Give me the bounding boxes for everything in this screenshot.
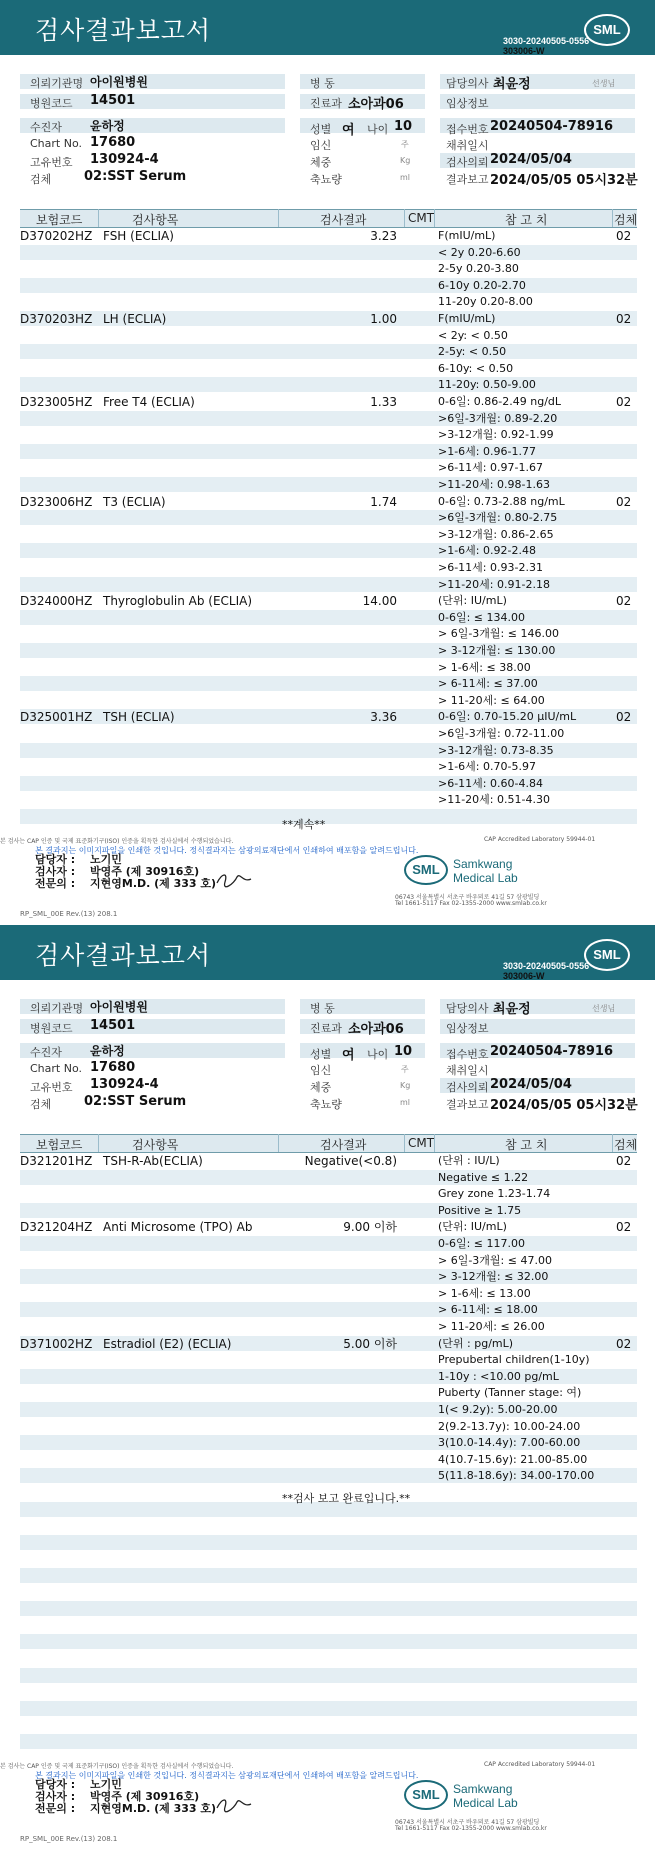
urine-label: 축뇨량 bbox=[310, 1098, 342, 1111]
doc-number: 3030-20240505-0556 bbox=[503, 36, 590, 46]
test-name: Free T4 (ECLIA) bbox=[103, 395, 195, 409]
test-code: D321204HZ bbox=[20, 1220, 93, 1235]
lab-name-1: Samkwang bbox=[453, 1782, 513, 1796]
test-name: Thyroglobulin Ab (ECLIA) bbox=[103, 594, 253, 609]
divider bbox=[434, 209, 435, 227]
test-name: TSH-R-Ab(ECLIA) bbox=[103, 1154, 203, 1168]
print-notice: 본 결과지는 이미지파일을 인쇄한 것입니다. 정식결과지는 삼광의료재단에서 인쇄하여 배포함을 알려드립니다. bbox=[35, 1771, 419, 1780]
chart-value: 17680 bbox=[90, 1060, 136, 1075]
test-specimen: 02 bbox=[616, 1336, 632, 1351]
reference-range-line: (단위 : pg/mL) bbox=[438, 1336, 514, 1350]
form-id: RP_SML_00E Rev.(13) 208.1 bbox=[20, 1835, 118, 1843]
lab-phone: Tel 1661-5117 Fax 02-1355-2000 www.smlab.co.kr bbox=[395, 1825, 547, 1832]
row-stripe bbox=[20, 1535, 637, 1550]
chart-label: Chart No. bbox=[30, 137, 82, 150]
sex-label: 성별 bbox=[310, 123, 332, 136]
row-stripe bbox=[20, 278, 637, 293]
col-item: 검사항목 bbox=[132, 1138, 179, 1152]
reference-range-line: > 6-11세: ≤ 37.00 bbox=[438, 677, 538, 691]
footer-fineprint: 본 검사는 CAP 인증 및 국제 표준화기구(ISO) 인증을 획득한 검사실에서 수행되었습니다. bbox=[0, 838, 234, 845]
specimen-label: 검체 bbox=[30, 173, 52, 186]
sex-value: 여 bbox=[342, 1048, 355, 1063]
weight-unit: Kg bbox=[400, 156, 411, 165]
reference-range-line: > 1-6세: ≤ 13.00 bbox=[438, 1286, 531, 1300]
reference-range-line: >6일-3개월: 0.80-2.75 bbox=[438, 511, 558, 525]
row-stripe bbox=[20, 344, 637, 359]
row-stripe bbox=[20, 1170, 637, 1185]
specimen-value: 02:SST Serum bbox=[84, 1094, 187, 1109]
test-result: 1.33 bbox=[370, 395, 397, 409]
age-label: 나이 bbox=[367, 123, 389, 136]
reference-range-line: >1-6세: 0.70-5.97 bbox=[438, 760, 536, 774]
receipt-label: 접수번호 bbox=[446, 123, 489, 136]
chart-label: Chart No. bbox=[30, 1062, 82, 1075]
doctor-label: 담당의사 bbox=[446, 1002, 489, 1015]
divider bbox=[98, 1134, 99, 1152]
hosp-code-value: 14501 bbox=[90, 93, 136, 108]
receipt-value: 20240504-78916 bbox=[490, 119, 613, 134]
hosp-code-value: 14501 bbox=[90, 1018, 136, 1033]
test-specimen: 02 bbox=[616, 1154, 632, 1168]
divider bbox=[434, 1134, 435, 1152]
preg-label: 임신 bbox=[310, 139, 332, 152]
row-stripe bbox=[20, 245, 637, 260]
results-table-header bbox=[20, 209, 637, 228]
unique-value: 130924-4 bbox=[90, 152, 159, 167]
doctor-label: 담당의사 bbox=[446, 77, 489, 90]
sml-logo: SML bbox=[584, 14, 630, 46]
test-code: D324000HZ bbox=[20, 594, 93, 609]
request-label: 검사의뢰 bbox=[446, 1081, 489, 1094]
tester-value: 박영주 (제 30916호) bbox=[90, 865, 200, 878]
urine-unit: ml bbox=[400, 1098, 411, 1107]
reference-range-line: 0-6일: 0.86-2.49 ng/dL bbox=[438, 395, 562, 408]
test-specimen: 02 bbox=[616, 312, 632, 326]
reference-range-line: 0-6일: 0.70-15.20 μIU/mL bbox=[438, 710, 577, 724]
row-stripe bbox=[20, 1601, 637, 1616]
divider bbox=[612, 209, 613, 227]
clinical-label: 임상정보 bbox=[446, 97, 489, 110]
test-result: 3.23 bbox=[370, 229, 397, 243]
reporter-label: 담당자 : bbox=[35, 853, 76, 866]
lab-name-2: Medical Lab bbox=[453, 871, 518, 885]
specialist-label: 전문의 : bbox=[35, 1802, 76, 1815]
divider bbox=[278, 209, 279, 227]
row-stripe bbox=[20, 1701, 637, 1716]
clinical-label: 임상정보 bbox=[446, 1022, 489, 1035]
report-label: 결과보고 bbox=[446, 173, 489, 186]
continued-marker: **계속** bbox=[282, 818, 326, 831]
doctor-value: 최윤정 bbox=[493, 1002, 531, 1017]
reference-range-line: >11-20세: 0.91-2.18 bbox=[438, 577, 550, 591]
sml-logo: SML bbox=[584, 939, 630, 971]
report-title: 검사결과보고서 bbox=[35, 17, 212, 45]
test-specimen: 02 bbox=[616, 710, 632, 725]
reference-range-line: (단위 : IU/L) bbox=[438, 1154, 500, 1167]
row-stripe bbox=[20, 776, 637, 791]
reference-range-line: 0-6일: ≤ 134.00 bbox=[438, 610, 525, 624]
footer-fineprint: 본 검사는 CAP 인증 및 국제 표준화기구(ISO) 인증을 획득한 검사실에서 수행되었습니다. bbox=[0, 1763, 234, 1770]
col-result: 검사결과 bbox=[320, 213, 367, 227]
unique-label: 고유번호 bbox=[30, 156, 73, 169]
reference-range-line: > 6일-3개월: ≤ 47.00 bbox=[438, 1253, 552, 1267]
row-stripe bbox=[20, 1302, 637, 1317]
test-name: TSH (ECLIA) bbox=[103, 710, 175, 725]
results-table-header bbox=[20, 1134, 637, 1153]
reference-range-line: 4(10.7-15.6y): 21.00-85.00 bbox=[438, 1452, 588, 1466]
col-code: 보험코드 bbox=[36, 1138, 83, 1152]
row-stripe bbox=[20, 1668, 637, 1683]
test-specimen: 02 bbox=[616, 494, 632, 509]
age-value: 10 bbox=[394, 119, 413, 134]
reference-range-line: 2-5y 0.20-3.80 bbox=[438, 262, 519, 276]
doc-number-sub: 303006-W bbox=[503, 971, 545, 981]
divider bbox=[404, 209, 405, 227]
signature-image bbox=[214, 1793, 254, 1815]
doc-number: 3030-20240505-0556 bbox=[503, 961, 590, 971]
sex-value: 여 bbox=[342, 123, 355, 138]
row-stripe bbox=[20, 809, 637, 824]
doctor-suffix: 선생님 bbox=[592, 79, 616, 88]
signature-image bbox=[214, 868, 254, 890]
dept-label: 진료과 bbox=[310, 97, 342, 110]
row-stripe bbox=[20, 1203, 637, 1218]
test-name: FSH (ECLIA) bbox=[103, 229, 174, 243]
urine-label: 축뇨량 bbox=[310, 173, 342, 186]
patient-value: 윤하정 bbox=[90, 1044, 125, 1058]
reference-range-line: >6-11세: 0.60-4.84 bbox=[438, 776, 543, 790]
lab-logo: SML bbox=[404, 855, 448, 885]
reference-range-line: >3-12개월: 0.92-1.99 bbox=[438, 428, 554, 442]
test-code: D371002HZ bbox=[20, 1336, 93, 1351]
reporter-value: 노기민 bbox=[90, 853, 122, 866]
test-code: D323005HZ bbox=[20, 395, 93, 409]
reference-range-line: 2(9.2-13.7y): 10.00-24.00 bbox=[438, 1419, 581, 1433]
age-value: 10 bbox=[394, 1044, 413, 1059]
dept-value: 소아과06 bbox=[348, 97, 404, 112]
reference-range-line: 1(< 9.2y): 5.00-20.00 bbox=[438, 1403, 558, 1416]
reference-range-line: 11-20y 0.20-8.00 bbox=[438, 295, 533, 309]
specialist-value: 지현영M.D. (제 333 호) bbox=[90, 1802, 217, 1815]
cap-accreditation: CAP Accredited Laboratory 59944-01 bbox=[484, 1761, 596, 1768]
specimen-label: 검체 bbox=[30, 1098, 52, 1111]
preg-label: 임신 bbox=[310, 1064, 332, 1077]
reference-range-line: 5(11.8-18.6y): 34.00-170.00 bbox=[438, 1469, 595, 1483]
test-result: 9.00 이하 bbox=[343, 1220, 397, 1235]
reference-range-line: > 11-20세: ≤ 64.00 bbox=[438, 693, 545, 707]
reference-range-line: Grey zone 1.23-1.74 bbox=[438, 1187, 551, 1201]
ward-label: 병 동 bbox=[310, 77, 335, 90]
unique-value: 130924-4 bbox=[90, 1077, 159, 1092]
unique-label: 고유번호 bbox=[30, 1081, 73, 1094]
lab-name-2: Medical Lab bbox=[453, 1796, 518, 1810]
report-title: 검사결과보고서 bbox=[35, 942, 212, 970]
row-stripe bbox=[20, 377, 637, 392]
doc-number-sub: 303006-W bbox=[503, 46, 545, 56]
row-stripe bbox=[20, 1236, 637, 1251]
reference-range-line: 11-20y: 0.50-9.00 bbox=[438, 378, 536, 392]
test-code: D370202HZ bbox=[20, 229, 93, 243]
test-specimen: 02 bbox=[616, 594, 632, 609]
collect-label: 채취일시 bbox=[446, 1064, 489, 1077]
reference-range-line: >6일-3개월: 0.89-2.20 bbox=[438, 411, 558, 425]
reference-range-line: Puberty (Tanner stage: 여) bbox=[438, 1386, 582, 1400]
weight-unit: Kg bbox=[400, 1081, 411, 1090]
dept-value: 소아과06 bbox=[348, 1022, 404, 1037]
col-code: 보험코드 bbox=[36, 213, 83, 227]
weight-label: 체중 bbox=[310, 156, 332, 169]
divider bbox=[404, 1134, 405, 1152]
test-code: D325001HZ bbox=[20, 710, 93, 725]
test-result: Negative(<0.8) bbox=[304, 1154, 397, 1168]
reference-range-line: > 6일-3개월: ≤ 146.00 bbox=[438, 627, 559, 641]
reference-range-line: (단위: IU/mL) bbox=[438, 1220, 507, 1234]
lab-logo: SML bbox=[404, 1780, 448, 1810]
org-label: 의뢰기관명 bbox=[30, 77, 84, 90]
divider bbox=[278, 1134, 279, 1152]
reference-range-line: 0-6일: ≤ 117.00 bbox=[438, 1237, 525, 1250]
cap-accreditation: CAP Accredited Laboratory 59944-01 bbox=[484, 836, 596, 843]
col-result: 검사결과 bbox=[320, 1138, 367, 1152]
report-label: 결과보고 bbox=[446, 1098, 489, 1111]
request-label: 검사의뢰 bbox=[446, 156, 489, 169]
reporter-value: 노기민 bbox=[90, 1778, 122, 1791]
reference-range-line: > 6-11세: ≤ 18.00 bbox=[438, 1303, 538, 1317]
lab-name-1: Samkwang bbox=[453, 857, 513, 871]
reporter-label: 담당자 : bbox=[35, 1778, 76, 1791]
test-code: D370203HZ bbox=[20, 312, 93, 326]
tester-label: 검사자 : bbox=[35, 865, 76, 878]
specialist-value: 지현영M.D. (제 333 호) bbox=[90, 877, 217, 890]
reference-range-line: > 3-12개월: ≤ 32.00 bbox=[438, 1270, 549, 1284]
org-label: 의뢰기관명 bbox=[30, 1002, 84, 1015]
receipt-value: 20240504-78916 bbox=[490, 1044, 613, 1059]
test-specimen: 02 bbox=[616, 229, 632, 243]
hosp-code-label: 병원코드 bbox=[30, 1022, 73, 1035]
tester-value: 박영주 (제 30916호) bbox=[90, 1790, 200, 1803]
test-result: 3.36 bbox=[370, 710, 397, 725]
test-specimen: 02 bbox=[616, 1220, 632, 1235]
reference-range-line: >11-20세: 0.51-4.30 bbox=[438, 793, 550, 807]
row-stripe bbox=[20, 1734, 637, 1749]
preg-unit: 주 bbox=[401, 140, 409, 149]
reference-range-line: Positive ≥ 1.75 bbox=[438, 1203, 522, 1217]
org-value: 아이원병원 bbox=[90, 75, 148, 89]
request-value: 2024/05/04 bbox=[490, 152, 572, 167]
reference-range-line: (단위: IU/mL) bbox=[438, 594, 507, 608]
urine-unit: ml bbox=[400, 173, 411, 182]
divider bbox=[612, 1134, 613, 1152]
col-item: 검사항목 bbox=[132, 213, 179, 227]
reference-range-line: 1-10y : <10.00 pg/mL bbox=[438, 1369, 559, 1383]
reference-range-line: >6-11세: 0.97-1.67 bbox=[438, 461, 543, 475]
report-header bbox=[0, 0, 655, 55]
col-specimen: 검체 bbox=[614, 1138, 638, 1152]
row-stripe bbox=[20, 1634, 637, 1649]
tester-label: 검사자 : bbox=[35, 1790, 76, 1803]
reference-range-line: F(mIU/mL) bbox=[438, 229, 496, 242]
patient-label: 수진자 bbox=[30, 1046, 62, 1059]
report-value: 2024/05/05 05시32분 bbox=[490, 1098, 638, 1113]
weight-label: 체중 bbox=[310, 1081, 332, 1094]
col-ref: 참 고 치 bbox=[505, 1138, 548, 1152]
preg-unit: 주 bbox=[401, 1065, 409, 1074]
reference-range-line: F(mIU/mL) bbox=[438, 312, 496, 325]
reference-range-line: >3-12개월: 0.73-8.35 bbox=[438, 743, 554, 757]
collect-label: 채취일시 bbox=[446, 139, 489, 152]
reference-range-line: > 11-20세: ≤ 26.00 bbox=[438, 1320, 545, 1333]
lab-address: 06743 서울특별시 서초구 바우뫼로 41길 57 삼광빌딩 bbox=[395, 1819, 540, 1826]
test-name: Anti Microsome (TPO) Ab bbox=[103, 1220, 253, 1235]
row-stripe bbox=[20, 444, 637, 459]
reference-range-line: >6-11세: 0.93-2.31 bbox=[438, 561, 543, 574]
reference-range-line: >1-6세: 0.96-1.77 bbox=[438, 444, 536, 458]
test-name: LH (ECLIA) bbox=[103, 312, 167, 326]
reference-range-line: > 1-6세: ≤ 38.00 bbox=[438, 660, 531, 674]
reference-range-line: 6-10y: < 0.50 bbox=[438, 361, 514, 375]
row-stripe bbox=[20, 676, 637, 691]
col-ref: 참 고 치 bbox=[505, 213, 548, 227]
reference-range-line: < 2y 0.20-6.60 bbox=[438, 245, 521, 259]
row-stripe bbox=[20, 610, 637, 625]
reference-range-line: >11-20세: 0.98-1.63 bbox=[438, 478, 550, 491]
lab-address: 06743 서울특별시 서초구 바우뫼로 41길 57 삼광빌딩 bbox=[395, 894, 540, 901]
receipt-label: 접수번호 bbox=[446, 1048, 489, 1061]
col-cmt: CMT bbox=[408, 211, 435, 225]
form-id: RP_SML_00E Rev.(13) 208.1 bbox=[20, 910, 118, 918]
dept-label: 진료과 bbox=[310, 1022, 342, 1035]
test-result: 5.00 이하 bbox=[343, 1336, 397, 1351]
test-result: 1.00 bbox=[370, 312, 397, 326]
test-code: D321201HZ bbox=[20, 1154, 93, 1168]
report-page-2 bbox=[0, 925, 655, 1850]
specimen-value: 02:SST Serum bbox=[84, 169, 187, 184]
test-code: D323006HZ bbox=[20, 494, 93, 509]
chart-value: 17680 bbox=[90, 135, 136, 150]
reference-range-line: 2-5y: < 0.50 bbox=[438, 345, 507, 359]
completed-marker: **검사 보고 완료입니다.** bbox=[282, 1492, 411, 1505]
reference-range-line: Negative ≤ 1.22 bbox=[438, 1170, 529, 1184]
reference-range-line: < 2y: < 0.50 bbox=[438, 328, 508, 342]
request-value: 2024/05/04 bbox=[490, 1077, 572, 1092]
org-value: 아이원병원 bbox=[90, 1000, 148, 1014]
reference-range-line: >1-6세: 0.92-2.48 bbox=[438, 544, 536, 558]
col-specimen: 검체 bbox=[614, 213, 638, 227]
doctor-value: 최윤정 bbox=[493, 77, 531, 92]
reference-range-line: 3(10.0-14.4y): 7.00-60.00 bbox=[438, 1436, 581, 1450]
sex-label: 성별 bbox=[310, 1048, 332, 1061]
reference-range-line: 0-6일: 0.73-2.88 ng/mL bbox=[438, 494, 565, 508]
print-notice: 본 결과지는 이미지파일을 인쇄한 것입니다. 정식결과지는 삼광의료재단에서 인쇄하여 배포함을 알려드립니다. bbox=[35, 846, 419, 855]
row-stripe bbox=[20, 543, 637, 558]
reference-range-line: 6-10y 0.20-2.70 bbox=[438, 278, 526, 292]
hosp-code-label: 병원코드 bbox=[30, 97, 73, 110]
specialist-label: 전문의 : bbox=[35, 877, 76, 890]
reference-range-line: >3-12개월: 0.86-2.65 bbox=[438, 527, 554, 541]
test-result: 14.00 bbox=[362, 594, 397, 609]
test-name: T3 (ECLIA) bbox=[103, 494, 166, 509]
patient-label: 수진자 bbox=[30, 121, 62, 134]
test-result: 1.74 bbox=[370, 494, 397, 509]
patient-value: 윤하정 bbox=[90, 119, 125, 133]
report-header bbox=[0, 925, 655, 980]
row-stripe bbox=[20, 1568, 637, 1583]
col-cmt: CMT bbox=[408, 1136, 435, 1150]
lab-phone: Tel 1661-5117 Fax 02-1355-2000 www.smlab.co.kr bbox=[395, 900, 547, 907]
divider bbox=[98, 209, 99, 227]
test-specimen: 02 bbox=[616, 395, 632, 409]
age-label: 나이 bbox=[367, 1048, 389, 1061]
doctor-suffix: 선생님 bbox=[592, 1004, 616, 1013]
reference-range-line: Prepubertal children(1-10y) bbox=[438, 1353, 590, 1367]
test-name: Estradiol (E2) (ECLIA) bbox=[103, 1336, 232, 1351]
ward-label: 병 동 bbox=[310, 1002, 335, 1015]
report-value: 2024/05/05 05시32분 bbox=[490, 173, 638, 188]
reference-range-line: > 3-12개월: ≤ 130.00 bbox=[438, 644, 556, 657]
reference-range-line: >6일-3개월: 0.72-11.00 bbox=[438, 727, 565, 740]
